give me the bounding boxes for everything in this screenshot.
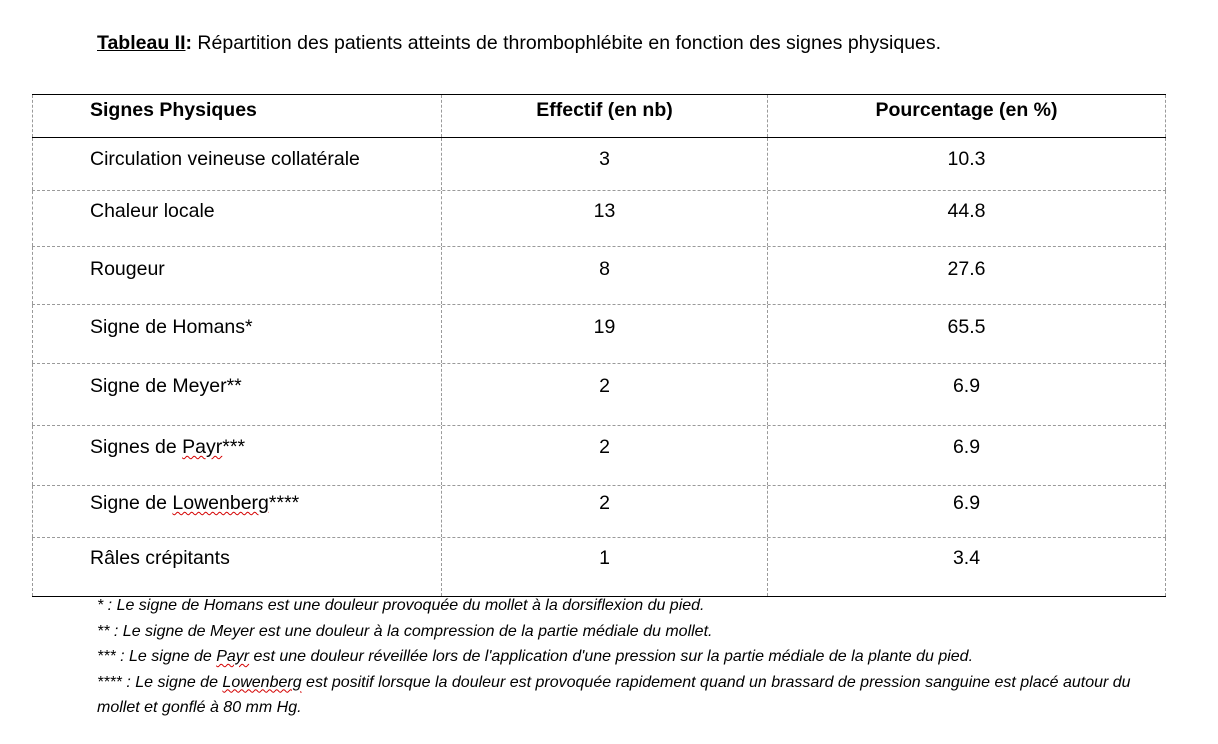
caption-text: Répartition des patients atteints de thrombophlébite en fonction des signes physiques. [192,32,942,54]
caption-label: Tableau II [97,32,186,54]
table-row [32,485,1166,537]
table-row [32,304,1166,363]
table-row [32,246,1166,304]
percent-cell: 65.5 [767,305,1166,363]
percent-cell: 27.6 [767,247,1166,304]
sign-text: Circulation veineuse collatérale [90,148,360,170]
footnote [97,619,1137,645]
sign-word-flagged: Payr [182,436,223,458]
caption-colon: : [185,32,192,54]
signs-table [32,94,1166,597]
count-cell: 2 [441,364,767,425]
footnote-text: **** : Le signe de [97,673,223,691]
header-signs: Signes Physiques [32,95,441,137]
header-percent: Pourcentage (en %) [767,95,1166,137]
percent-cell: 6.9 [767,486,1166,537]
count-cell: 8 [441,247,767,304]
count-cell: 2 [441,486,767,537]
percent-cell: 3.4 [767,538,1166,596]
table-row [32,425,1166,485]
footnote-word-flagged: Lowenberg [222,673,302,691]
sign-text: Rougeur [90,258,165,280]
percent-cell: 6.9 [767,426,1166,485]
table-header-row [32,95,1166,138]
percent-cell: 6.9 [767,364,1166,425]
table-row [32,138,1166,190]
table-row [32,363,1166,425]
sign-text: Signe de [90,492,173,514]
count-cell: 1 [441,538,767,596]
sign-cell [32,426,441,485]
count-cell: 19 [441,305,767,363]
sign-cell [32,191,441,246]
footnotes [97,593,1137,721]
footnote-text-rest: est une douleur réveillée lors de l'application d'une pression sur la partie médiale de la plante du pied. [249,648,974,665]
footnote [97,670,1137,721]
sign-text: Râles crépitants [90,547,230,569]
footnote-text: ** : Le signe de Meyer est une douleur à la compression de la partie médiale du mollet. [97,622,713,640]
table-caption [97,32,941,55]
count-cell: 3 [441,138,767,190]
sign-suffix: **** [268,492,300,514]
sign-text: Signe de Meyer** [90,375,242,397]
footnote [97,593,1137,619]
sign-text: Signe de Homans* [90,316,253,338]
sign-cell [32,364,441,425]
sign-word-flagged: Lowenberg [172,492,269,514]
sign-cell [32,138,441,190]
sign-cell [32,486,441,537]
footnote-text-rest: est positif lorsque la douleur est provoquée rapidement quand un brassard de pression sanguine est placé autour du mollet et gonflé à 80 mm Hg. [97,673,1131,716]
percent-cell: 10.3 [767,138,1166,190]
footnote-text: *** : Le signe de [97,648,217,665]
sign-suffix: *** [222,436,246,458]
count-cell: 13 [441,191,767,246]
table-row [32,537,1166,596]
sign-text: Signes de [90,436,183,458]
footnote-word-flagged: Payr [216,648,250,665]
sign-cell [32,538,441,596]
sign-cell [32,247,441,304]
sign-text: Chaleur locale [90,200,215,222]
count-cell: 2 [441,426,767,485]
table-row [32,190,1166,246]
header-count: Effectif (en nb) [441,95,767,137]
sign-cell [32,305,441,363]
percent-cell: 44.8 [767,191,1166,246]
footnote [97,644,1137,670]
footnote-text: * : Le signe de Homans est une douleur provoquée du mollet à la dorsiflexion du pied. [97,597,705,614]
